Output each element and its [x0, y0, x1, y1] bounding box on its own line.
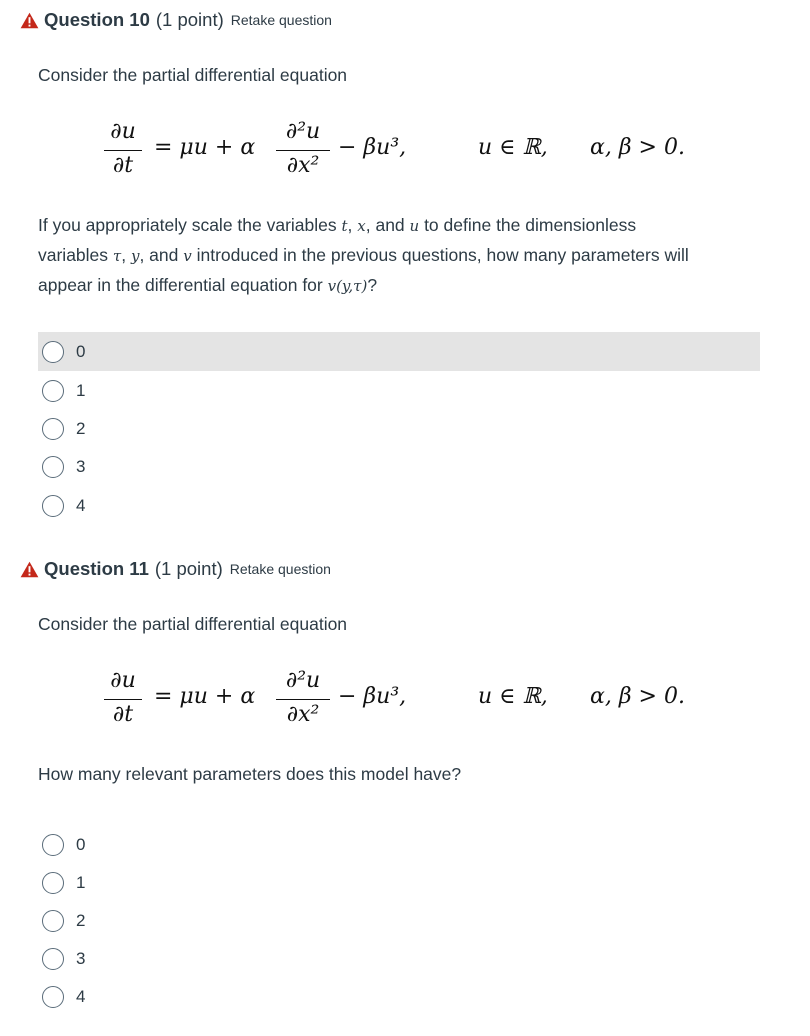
question-points: (1 point): [155, 9, 224, 30]
answer-option[interactable]: [38, 939, 760, 978]
option-label: 3: [76, 456, 86, 476]
answer-option[interactable]: [38, 409, 760, 448]
question-body: How many relevant parameters does this model have?: [38, 764, 462, 784]
answer-option[interactable]: [38, 486, 760, 525]
answer-option[interactable]: [38, 977, 760, 1016]
option-label: 2: [76, 910, 86, 930]
fraction-du-dt: ∂u ∂t: [104, 119, 142, 183]
answer-option[interactable]: [38, 332, 760, 371]
option-label: 4: [76, 495, 86, 515]
radio-button[interactable]: [42, 948, 64, 970]
answer-option[interactable]: [38, 901, 760, 940]
pde-equation: ∂u ∂t = μu + α ∂²u ∂x² − βu³, u ∈ ℝ, α, β > 0.: [104, 119, 724, 183]
retake-question-link[interactable]: Retake question: [229, 561, 331, 577]
option-label: 2: [76, 418, 86, 438]
radio-button[interactable]: [42, 872, 64, 894]
fraction-d2u-dx2: ∂²u ∂x²: [276, 668, 330, 732]
answer-option[interactable]: [38, 447, 760, 486]
answer-option[interactable]: [38, 371, 760, 410]
pde-equation: ∂u ∂t = μu + α ∂²u ∂x² − βu³, u ∈ ℝ, α, β > 0.: [104, 668, 724, 732]
radio-button[interactable]: [42, 380, 64, 402]
warning-icon: [20, 12, 39, 29]
question-intro: Consider the partial differential equation: [38, 614, 348, 634]
question-body: If you appropriately scale the variables t, x, and u to define the dimensionless variables τ, y, and v introduced in the previous questions, how many parameters will appear in the differential equation for v(y,τ)?: [38, 215, 689, 295]
radio-button[interactable]: [42, 418, 64, 440]
warning-icon: [20, 561, 39, 578]
radio-button[interactable]: [42, 495, 64, 517]
option-label: 4: [76, 986, 86, 1006]
answer-option[interactable]: [38, 825, 760, 864]
question-title: Question 11: [44, 558, 149, 579]
fraction-du-dt: ∂u ∂t: [104, 668, 142, 732]
radio-button[interactable]: [42, 910, 64, 932]
question-10-header: [20, 7, 332, 33]
question-points: (1 point): [154, 558, 223, 579]
question-title: Question 10: [44, 9, 150, 30]
option-label: 0: [76, 834, 86, 854]
radio-button[interactable]: [42, 456, 64, 478]
retake-question-link[interactable]: Retake question: [230, 12, 332, 28]
radio-button[interactable]: [42, 341, 64, 363]
option-label: 1: [76, 380, 86, 400]
answer-option[interactable]: [38, 863, 760, 902]
option-label: 1: [76, 872, 86, 892]
fraction-d2u-dx2: ∂²u ∂x²: [276, 119, 330, 183]
radio-button[interactable]: [42, 986, 64, 1008]
option-label: 0: [76, 341, 86, 361]
radio-button[interactable]: [42, 834, 64, 856]
question-11-header: [20, 556, 331, 582]
option-label: 3: [76, 948, 86, 968]
question-intro: Consider the partial differential equation: [38, 65, 348, 85]
